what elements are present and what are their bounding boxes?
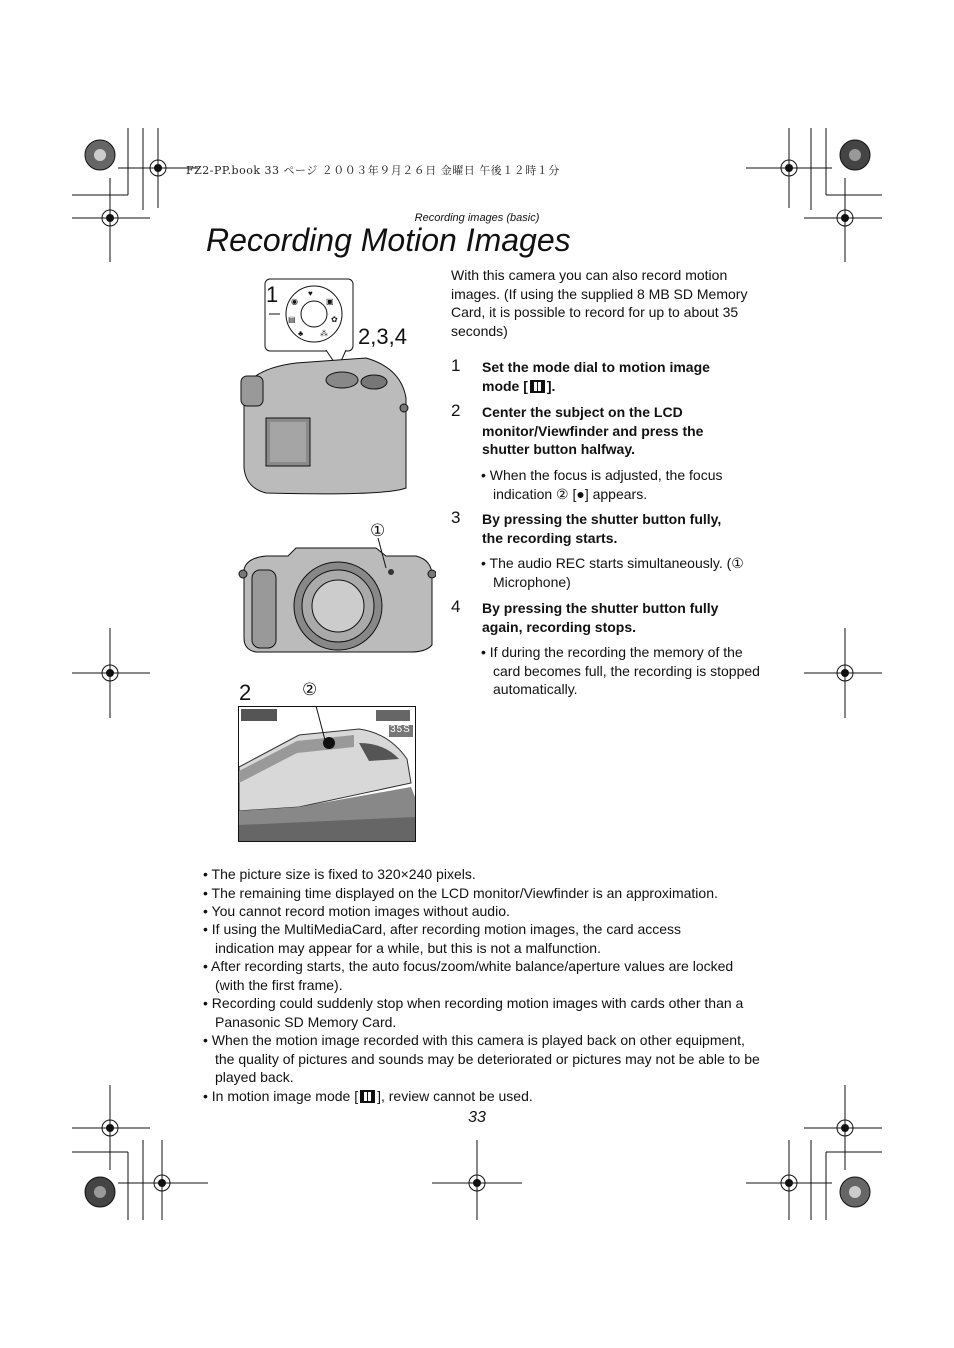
svg-text:▣: ▣ [326, 297, 334, 306]
step-3-text: By pressing the shutter button fully, the recording starts. [482, 511, 722, 546]
last-note-text-b: ], review cannot be used. [377, 1088, 533, 1104]
figure-callout-microphone: ① [370, 521, 386, 540]
step-2-number: 2 [451, 401, 461, 420]
step-1-text [482, 358, 744, 395]
figure-mode-dial [236, 278, 416, 500]
step-1-number: 1 [451, 356, 461, 375]
svg-text:♣: ♣ [298, 329, 304, 338]
step-3-number: 3 [451, 508, 461, 527]
camera-top-illustration [236, 278, 416, 500]
svg-text:✿: ✿ [331, 315, 338, 324]
svg-text:▤: ▤ [288, 315, 296, 324]
step-1-text-a: Set the mode dial to motion image mode [ [482, 359, 710, 394]
page-number: 33 [468, 1109, 486, 1126]
train-scene-illustration [239, 707, 415, 841]
motion-image-mode-icon [530, 380, 545, 393]
note-item: • You cannot record motion images without audio. [203, 903, 510, 919]
note-item-last [203, 1087, 775, 1106]
figure-lcd-screen [238, 706, 416, 842]
step-3-bullet: • The audio REC starts simultaneously. (① Microphone) [481, 555, 744, 590]
step-2-text: Center the subject on the LCD monitor/Viewfinder and press the shutter button halfway. [482, 404, 704, 457]
step-2-bullet: • When the focus is adjusted, the focus indication ② [●] appears. [481, 467, 723, 502]
figure-label-2: 2 [239, 680, 252, 705]
svg-text:◉: ◉ [291, 297, 298, 306]
step-4-bullet: • If during the recording the memory of the card becomes full, the recording is stopped automatically. [481, 644, 760, 697]
step-1-text-b: ]. [546, 377, 556, 394]
note-item: • When the motion image recorded with this camera is played back on other equipment, the quality of pictures and sounds may be deteriorated or pictures may not be able to be played back. [203, 1032, 760, 1085]
section-label: Recording images (basic) [414, 212, 540, 224]
note-item: • Recording could suddenly stop when recording motion images with cards other than a Panasonic SD Memory Card. [203, 995, 744, 1030]
note-item: • The picture size is fixed to 320×240 pixels. [203, 866, 476, 882]
camera-front-illustration [236, 520, 436, 660]
step-4-number: 4 [451, 597, 461, 616]
record-time-remaining: 35S [390, 724, 411, 735]
step-4-text: By pressing the shutter button fully again, recording stops. [482, 600, 719, 635]
figure-camera-front [236, 520, 436, 660]
svg-text:♥: ♥ [308, 289, 313, 298]
note-item: • If using the MultiMediaCard, after recording motion images, the card access indication may appear for a while, but this is not a malfunction. [203, 921, 682, 956]
svg-text:⁂: ⁂ [320, 329, 328, 338]
intro-paragraph: With this camera you can also record motion images. (If using the supplied 8 MB SD Memory Card, it is possible to record for up to about 35 seconds) [451, 267, 748, 339]
note-item: • The remaining time displayed on the LCD monitor/Viewfinder is an approximation. [203, 885, 718, 901]
figure-callout-focus: ② [302, 680, 318, 699]
book-header: FZ2-PP.book 33 ページ ２００３年９月２６日 金曜日 午後１２時１分 [186, 164, 560, 177]
motion-image-mode-icon [360, 1090, 375, 1103]
page-title: Recording Motion Images [206, 222, 571, 258]
figure-label-1: 1 [266, 282, 279, 307]
figure-label-steps: 2,3,4 [358, 324, 407, 349]
last-note-text-a: • In motion image mode [ [203, 1088, 359, 1104]
note-item: • After recording starts, the auto focus/zoom/white balance/aperture values are locked (with the first frame). [203, 958, 734, 993]
